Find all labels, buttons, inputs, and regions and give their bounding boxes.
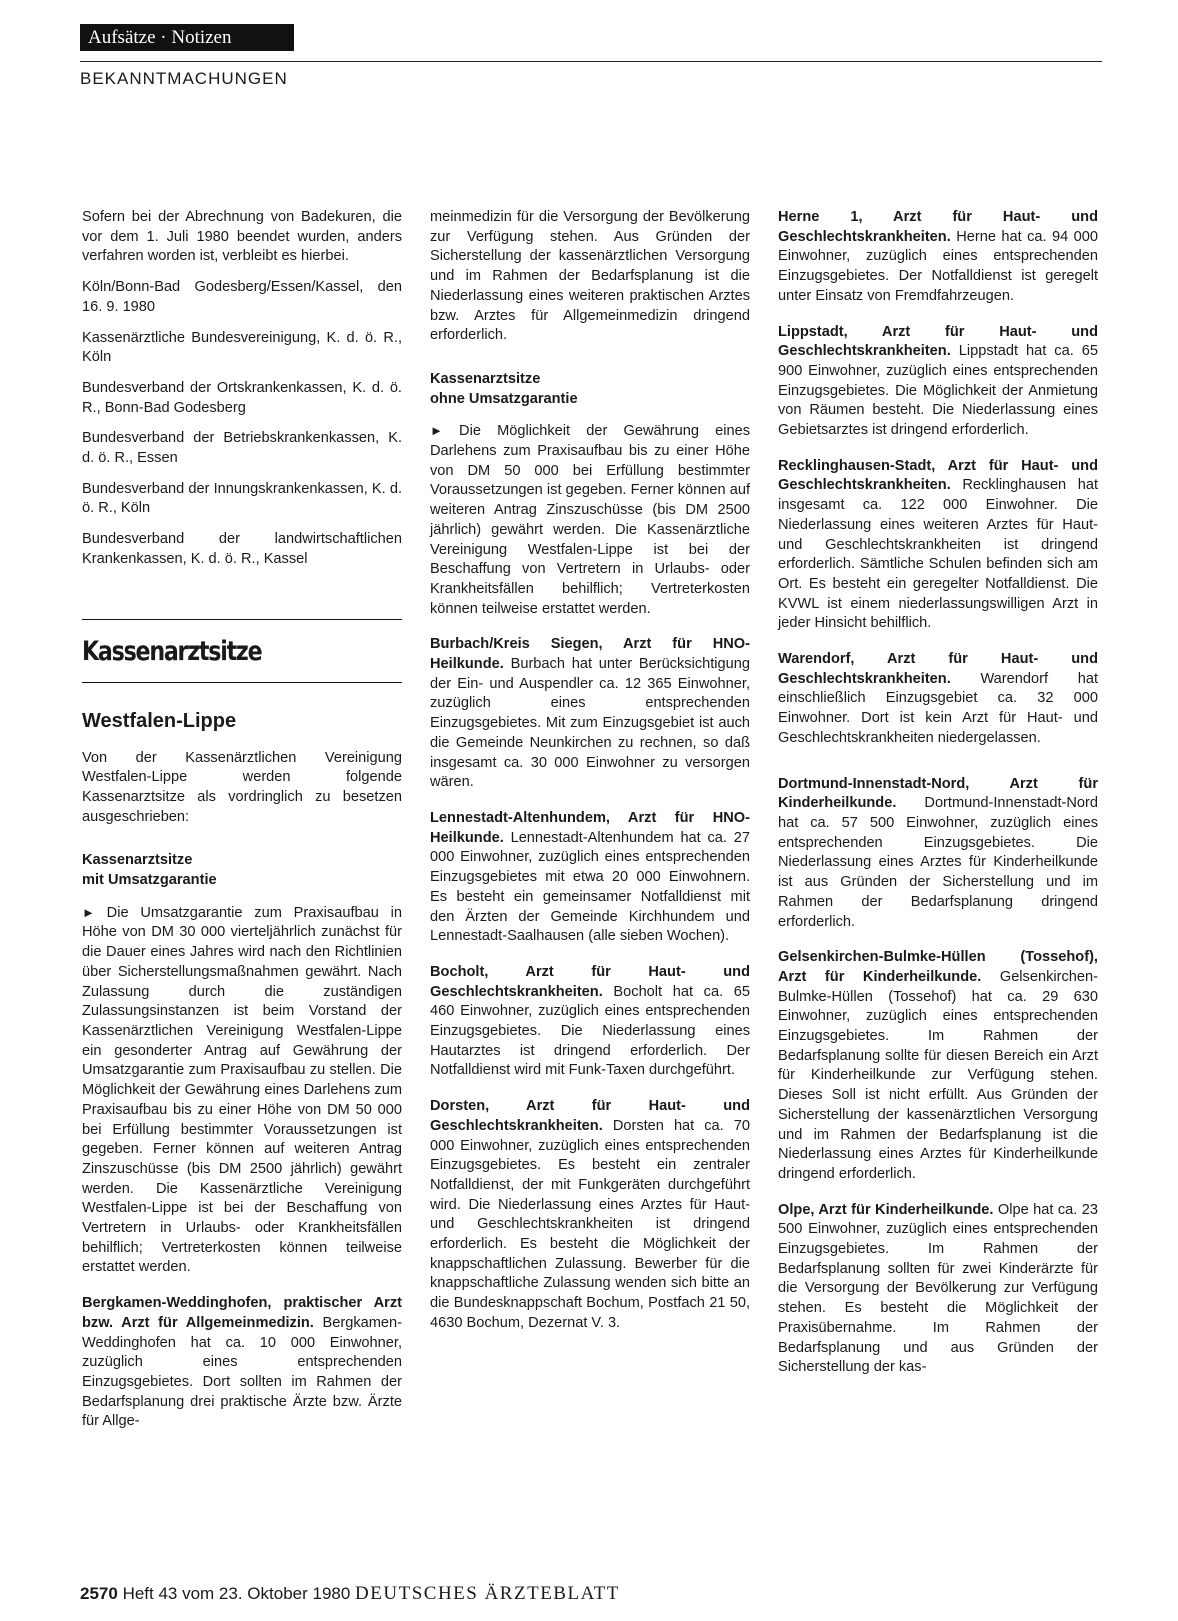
intro-paragraph: Von der Kassenärztlichen Vereinigung Westfalen-Lippe werden folgende Kassenarztsitze als vordringlich zu besetzen ausgeschrieben: xyxy=(82,749,402,825)
listing-warendorf xyxy=(778,650,1098,749)
listing-text: Lippstadt hat ca. 65 900 Einwohner, zuzüglich eines entsprechenden Einzugsgebietes. Die Möglichkeit der Anmietung von Räumen besteht. Die Niederlassung eines Gebietsarztes ist dringend erforderlich. xyxy=(778,343,1098,439)
listing-heading: Dortmund-Innenstadt-Nord, Arzt für Kinderheilkunde. xyxy=(778,775,1098,812)
listing-text: Olpe hat ca. 23 500 Einwohner, zuzüglich eines entsprechenden Einzugsgebietes. Im Rahmen der Bedarfsplanung sollten für zwei Kinderärzte für die Versorgung der Bevölkerung zur Verfügung stehen. Es besteht die Möglichkeit der Praxisübernahme. Im Rahmen der Bedarfsplanung und aus Gründen der Sicherstellung der kas- xyxy=(778,1201,1098,1376)
listing-heading: Burbach/Kreis Siegen, Arzt für HNO-Heilkunde. xyxy=(430,636,750,673)
subheading-line: Kassenarztsitze xyxy=(430,370,541,387)
paragraph: Kassenärztliche Bundesvereinigung, K. d. ö. R., Köln xyxy=(82,329,402,366)
header-tag: Aufsätze · Notizen xyxy=(80,24,294,51)
paragraph xyxy=(430,421,750,619)
listing-text: Warendorf hat einschließlich Einzugsgebiet ca. 32 000 Einwohner. Dort ist kein Arzt für Haut- und Geschlechtskrankheiten niedergelassen. xyxy=(778,670,1098,746)
paragraph: Bundesverband der Innungskrankenkassen, K. d. ö. R., Köln xyxy=(82,480,402,517)
listing-recklinghausen xyxy=(778,457,1098,634)
listing-lippstadt xyxy=(778,323,1098,441)
listing-bergkamen xyxy=(82,1294,402,1432)
listing-bocholt xyxy=(430,963,750,1081)
header-rule xyxy=(80,61,1102,62)
umsatz-text: Die Umsatzgarantie zum Praxisaufbau in Höhe von DM 30 000 vierteljährlich zunächst für die Dauer eines Jahres wird nach den Richtlinien über Sicherstellungsmaßnahmen gewährt. Nach Zulassung durch die zuständigen Zulassungsinstanzen ist beim Vorstand der Kassenärztlichen Vereinigung Westfalen-Lippe ein gesonderter Antrag auf Gewährung der Umsatzgarantie zum Praxisaufbau zu stellen. Die Möglichkeit der Gewährung eines Darlehens zum Praxisaufbau bis zu einer Höhe von DM 50 000 bei Erfüllung bestimmter Voraussetzungen ist gegeben. Ferner können auf weiteren Antrag Zinszuschüsse (bis DM 2500 jährlich) gewährt werden. Die Kassenärztliche Vereinigung Westfalen-Lippe ist bei der Beschaffung von Vertretern in Urlaubs- oder Krankheitsfällen behilflich; Vertreterkosten können teilweise erstattet werden. xyxy=(82,904,402,1276)
column-2 xyxy=(430,208,750,1345)
journal-name: DEUTSCHES ÄRZTEBLATT xyxy=(355,1583,620,1604)
listing-heading: Olpe, Arzt für Kinderheilkunde. xyxy=(778,1201,994,1218)
column-1 xyxy=(82,208,402,1443)
section-title: BEKANNTMACHUNGEN xyxy=(80,69,288,88)
paragraph: Köln/Bonn-Bad Godesberg/Essen/Kassel, den 16. 9. 1980 xyxy=(82,279,402,315)
paragraph: meinmedizin für die Versorgung der Bevölkerung zur Verfügung stehen. Aus Gründen der Sicherstellung der kassenärztlichen Versorgung und im Rahmen der Bedarfsplanung ist die Niederlassung eines weiteren praktischen Arztes bzw. Arztes für Allgemeinmedizin dringend erforderlich. xyxy=(430,209,750,344)
listing-dorsten xyxy=(430,1097,750,1333)
listing-heading: Bergkamen-Weddinghofen, praktischer Arzt bzw. Arzt für Allgemeinmedizin. xyxy=(82,1295,402,1331)
paragraph xyxy=(82,903,402,1278)
listing-burbach xyxy=(430,635,750,793)
listing-text: Burbach hat unter Berücksichtigung der Ein- und Auspendler ca. 12 365 Einwohner, zuzüglich eines entsprechenden Einzugsgebietes. Mit zum Einzugsgebiet ist auch die Gemeinde Neunkirchen zu rechnen, so daß insgesamt ca. 30 000 Einwohner zu versorgen wären. xyxy=(430,656,750,791)
listing-text: Gelsenkirchen-Bulmke-Hüllen (Tossehof) hat ca. 29 630 Einwohner, zuzüglich eines entsprechenden Einzugsgebietes. Im Rahmen der Bedarfsplanung sollte für diesen Bereich ein Arzt für Kinderheilkunde zur Verfügung stehen. Dieses Soll ist nicht erfüllt. Aus Gründen der Sicherstellung der kassenärztlichen Versorgung und im Rahmen der Bedarfsplanung ist die Niederlassung eines Arztes für Kinderheilkunde dringend erforderlich. xyxy=(778,968,1098,1182)
listing-text: Dortmund-Innenstadt-Nord hat ca. 57 500 Einwohner, zuzüglich eines entsprechenden Einzugsgebietes. Die Niederlassung eines Arztes für Kinderheilkunde ist aus Gründen der Sicherstellung und im Rahmen der Bedarfsplanung dringend erforderlich. xyxy=(778,795,1098,930)
subheading-line: ohne Umsatzgarantie xyxy=(430,390,578,407)
listing-heading: Herne 1, Arzt für Haut- und Geschlechtskrankheiten. xyxy=(778,209,1098,245)
subheading-ohne-umsatzgarantie xyxy=(430,370,750,409)
listing-heading: Bocholt, Arzt für Haut- und Geschlechtskrankheiten. xyxy=(430,963,750,1000)
triangle-arrow-icon: ► xyxy=(430,423,443,439)
listing-heading: Recklinghausen-Stadt, Arzt für Haut- und Geschlechtskrankheiten. xyxy=(778,457,1098,494)
listing-text: Dorsten hat ca. 70 000 Einwohner, zuzüglich eines entsprechenden Einzugsgebietes. Es besteht ein zentraler Notfalldienst, der mit Funkgeräten durchgeführt wird. Die Niederlassung eines Arztes für Haut- und Geschlechtskrankheiten ist dringend erforderlich. Es besteht die Möglichkeit der knappschaftlichen Zulassung. Bewerber für die knappschaftliche Zulassung wenden sich bitte an die Bundesknappschaft Bochum, Postfach 21 50, 4630 Bochum, Dezernat V. 3. xyxy=(430,1117,750,1331)
listing-lennestadt xyxy=(430,809,750,947)
page-footer xyxy=(80,1582,620,1606)
subheading-line: mit Umsatzgarantie xyxy=(82,872,217,889)
paragraph: Bundesverband der Ortskrankenkassen, K. d. ö. R., Bonn-Bad Godesberg xyxy=(82,379,402,416)
listing-olpe xyxy=(778,1201,1098,1378)
listing-text: Lennestadt-Altenhundem hat ca. 27 000 Einwohner, zuzüglich eines entsprechenden Einzugsgebietes mit etwa 20 000 Einwohnern. Es besteht ein gemeinsamer Notfalldienst mit den Ärzten der Gemeinde Kirchhundem und Lennestadt-Saalhausen (alle sieben Wochen). xyxy=(430,829,750,945)
column-3 xyxy=(778,208,1098,1389)
listing-heading: Lippstadt, Arzt für Haut- und Geschlechtskrankheiten. xyxy=(778,323,1098,360)
subheading-line: Kassenarztsitze xyxy=(82,852,193,869)
triangle-arrow-icon: ► xyxy=(82,904,95,920)
listing-text: Recklinghausen hat insgesamt ca. 122 000 Einwohner. Die Niederlassung eines weiteren Arztes für Haut- und Geschlechtskrankheiten ist dringend erforderlich. Sämtliche Schulen befinden sich am Ort. Es besteht ein geregelter Notfalldienst. Die KVWL ist einem niederlassungswilligen Arzt in jeder Hinsicht behilflich. xyxy=(778,477,1098,632)
listing-heading: Lennestadt-Altenhundem, Arzt für HNO-Heilkunde. xyxy=(430,809,750,846)
title-rule-top xyxy=(82,619,402,620)
listing-text: Bergkamen-Weddinghofen hat ca. 10 000 Einwohner, zuzüglich eines entsprechenden Einzugsgebietes. Dort sollten im Rahmen der Bedarfsplanung drei praktische Ärzte bzw. Ärzte für Allge- xyxy=(82,1314,402,1430)
listing-heading: Gelsenkirchen-Bulmke-Hüllen (Tossehof), Arzt für Kinderheilkunde. xyxy=(778,949,1098,985)
region-heading: Westfalen-Lippe xyxy=(82,709,237,732)
subheading-mit-umsatzgarantie xyxy=(82,851,402,890)
listing-text: Herne hat ca. 94 000 Einwohner, zuzüglich eines entsprechenden Einzugsgebietes. Der Notfalldienst ist geregelt unter Einsatz von Fremdfahrzeugen. xyxy=(778,228,1098,304)
paragraph: Bundesverband der Betriebskrankenkassen, K. d. ö. R., Essen xyxy=(82,430,402,467)
paragraph: Sofern bei der Abrechnung von Badekuren, die vor dem 1. Juli 1980 beendet wurden, anders verfahren worden ist, verbleibt es hierbei. xyxy=(82,209,402,265)
listing-gelsenkirchen xyxy=(778,948,1098,1184)
paragraph: Bundesverband der landwirtschaftlichen Krankenkassen, K. d. ö. R., Kassel xyxy=(82,531,402,567)
listing-dortmund xyxy=(778,775,1098,933)
page-number: 2570 xyxy=(80,1584,118,1603)
listing-text: Bocholt hat ca. 65 460 Einwohner, zuzüglich eines entsprechenden Einzugsgebietes. Die Niederlassung eines Hautarztes ist dringend erforderlich. Der Notfalldienst wird mit Funk-Taxen durchgeführt. xyxy=(430,983,750,1079)
ohne-text: Die Möglichkeit der Gewährung eines Darlehens zum Praxisaufbau bis zu einer Höhe von DM 50 000 bei Erfüllung bestimmter Voraussetzungen ist gegeben. Ferner können auf weiteren Antrag Zinszuschüsse (bis DM 2500 jährlich) gewährt werden. Die Kassenärztliche Vereinigung Westfalen-Lippe ist bei der Beschaffung von Vertretern in Urlaubs- oder Krankheitsfällen behilflich; Vertreterkosten können teilweise erstattet werden. xyxy=(430,423,751,617)
issue-info: Heft 43 vom 23. Oktober 1980 xyxy=(122,1584,351,1603)
listing-heading: Warendorf, Arzt für Haut- und Geschlechtskrankheiten. xyxy=(778,651,1098,687)
listing-herne xyxy=(778,208,1098,307)
main-title: Kassenarztsitze xyxy=(82,635,262,667)
title-rule-bottom xyxy=(82,682,402,683)
listing-heading: Dorsten, Arzt für Haut- und Geschlechtskrankheiten. xyxy=(430,1098,750,1134)
